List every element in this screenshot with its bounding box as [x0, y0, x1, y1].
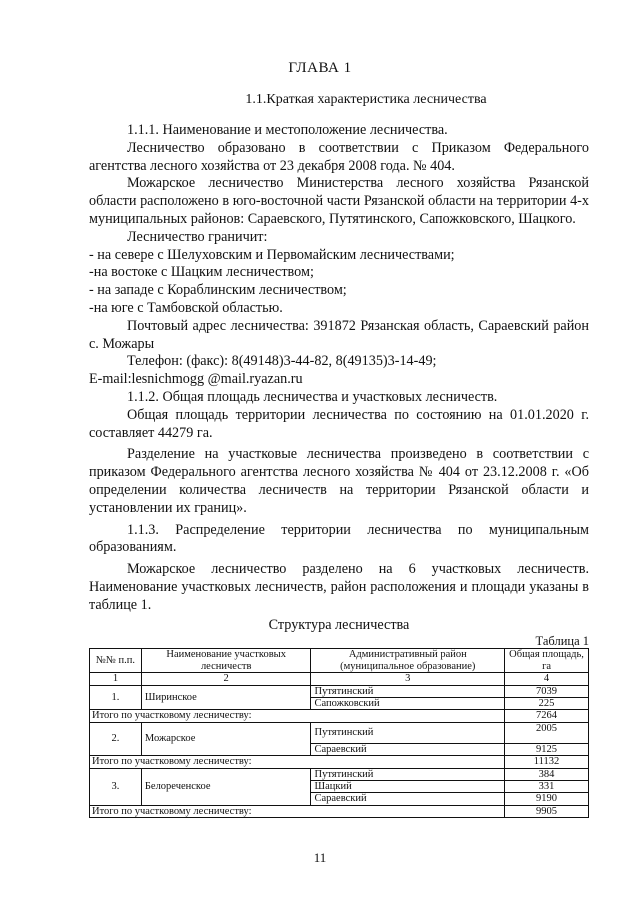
- paragraph: Можарское лесничество Министерства лесного хозяйства Рязанской области расположено в юго-восточной части Рязанской области на территории 4-х муниципальных районов: Сараевского, Путятинского, Сапожковского, Шацкого.: [89, 175, 589, 227]
- paragraph: Почтовый адрес лесничества: 391872 Рязанская область, Сараевский район с. Можары: [89, 317, 589, 352]
- header-num: №№ п.п.: [90, 649, 142, 673]
- row-name: Ширинское: [141, 685, 311, 710]
- email-line: E-mail:lesnichmogg @mail.ryazan.ru: [89, 371, 303, 388]
- paragraph: Разделение на участковые лесничества произведено в соответствии с приказом Федерального агентства лесного хозяйства № 404 от 23.12.2008 г. «Об определении количества лесничеств на территории Рязанской области и установлении их границ».: [89, 446, 589, 516]
- paragraph: Лесничество граничит:: [127, 228, 268, 245]
- header-area: Общая площадь, га: [505, 649, 589, 673]
- row-district: Сараевский: [311, 793, 505, 805]
- chapter-heading: ГЛАВА 1: [288, 60, 352, 76]
- list-item: - на западе с Кораблинским лесничеством;: [89, 282, 347, 299]
- row-num: 3.: [90, 768, 142, 805]
- total-label: Итого по участковому лесничеству:: [90, 756, 505, 768]
- col-number: 1: [90, 673, 142, 685]
- row-area: 9190: [505, 793, 589, 805]
- row-area: 7039: [505, 685, 589, 697]
- row-name: Можарское: [141, 722, 311, 755]
- total-row: [90, 805, 589, 817]
- column-number-row: [90, 673, 589, 685]
- total-row: [90, 710, 589, 722]
- header-name: Наименование участковых лесничеств: [141, 649, 311, 673]
- row-district: Сапожковский: [311, 697, 505, 709]
- total-value: 7264: [505, 710, 589, 722]
- total-label: Итого по участковому лесничеству:: [90, 710, 505, 722]
- table-row: [90, 768, 589, 780]
- document-body: [89, 122, 589, 818]
- row-area: 2005: [505, 722, 589, 743]
- header-district: Административный район (муниципальное образование): [311, 649, 505, 673]
- paragraph: 1.1.2. Общая площадь лесничества и участковых лесничеств.: [127, 388, 498, 405]
- row-district: Сараевский: [311, 743, 505, 755]
- total-value: 9905: [505, 805, 589, 817]
- list-item: - на севере с Шелуховским и Первомайским лесничествами;: [89, 246, 455, 263]
- row-area: 9125: [505, 743, 589, 755]
- list-item: -на востоке с Шацким лесничеством;: [89, 264, 314, 281]
- total-row: [90, 756, 589, 768]
- paragraph: 1.1.3. Распределение территории лесничества по муниципальным образованиям.: [89, 521, 589, 556]
- list-item: -на юге с Тамбовской областью.: [89, 299, 283, 316]
- paragraph: Лесничество образовано в соответствии с Приказом Федерального агентства лесного хозяйства от 23 декабря 2008 года. № 404.: [89, 139, 589, 174]
- paragraph: Телефон: (факс): 8(49148)3-44-82, 8(49135)3-14-49;: [127, 353, 437, 370]
- row-district: Путятинский: [311, 768, 505, 780]
- total-label: Итого по участковому лесничеству:: [90, 805, 505, 817]
- row-num: 1.: [90, 685, 142, 710]
- table-number: Таблица 1: [535, 634, 589, 649]
- col-number: 4: [505, 673, 589, 685]
- section-heading: 1.1.Краткая характеристика лесничества: [245, 92, 487, 107]
- table-row: [90, 722, 589, 743]
- paragraph: Общая площадь территории лесничества по состоянию на 01.01.2020 г. составляет 44279 га.: [89, 406, 589, 441]
- table-row: [90, 685, 589, 697]
- table-title: Структура лесничества: [268, 616, 410, 633]
- row-num: 2.: [90, 722, 142, 755]
- row-area: 225: [505, 697, 589, 709]
- row-name: Белореченское: [141, 768, 311, 805]
- col-number: 2: [141, 673, 311, 685]
- paragraph: 1.1.1. Наименование и местоположение лесничества.: [127, 122, 448, 138]
- row-area: 331: [505, 780, 589, 792]
- row-district: Путятинский: [311, 722, 505, 743]
- page-number: 11: [313, 850, 327, 865]
- paragraph: Можарское лесничество разделено на 6 участковых лесничеств. Наименование участковых лесничеств, район расположения и площади указаны в таблице 1.: [89, 561, 589, 613]
- total-value: 11132: [505, 756, 589, 768]
- col-number: 3: [311, 673, 505, 685]
- structure-table: [89, 648, 589, 818]
- table-header-row: [90, 649, 589, 673]
- row-district: Шацкий: [311, 780, 505, 792]
- row-area: 384: [505, 768, 589, 780]
- row-district: Путятинский: [311, 685, 505, 697]
